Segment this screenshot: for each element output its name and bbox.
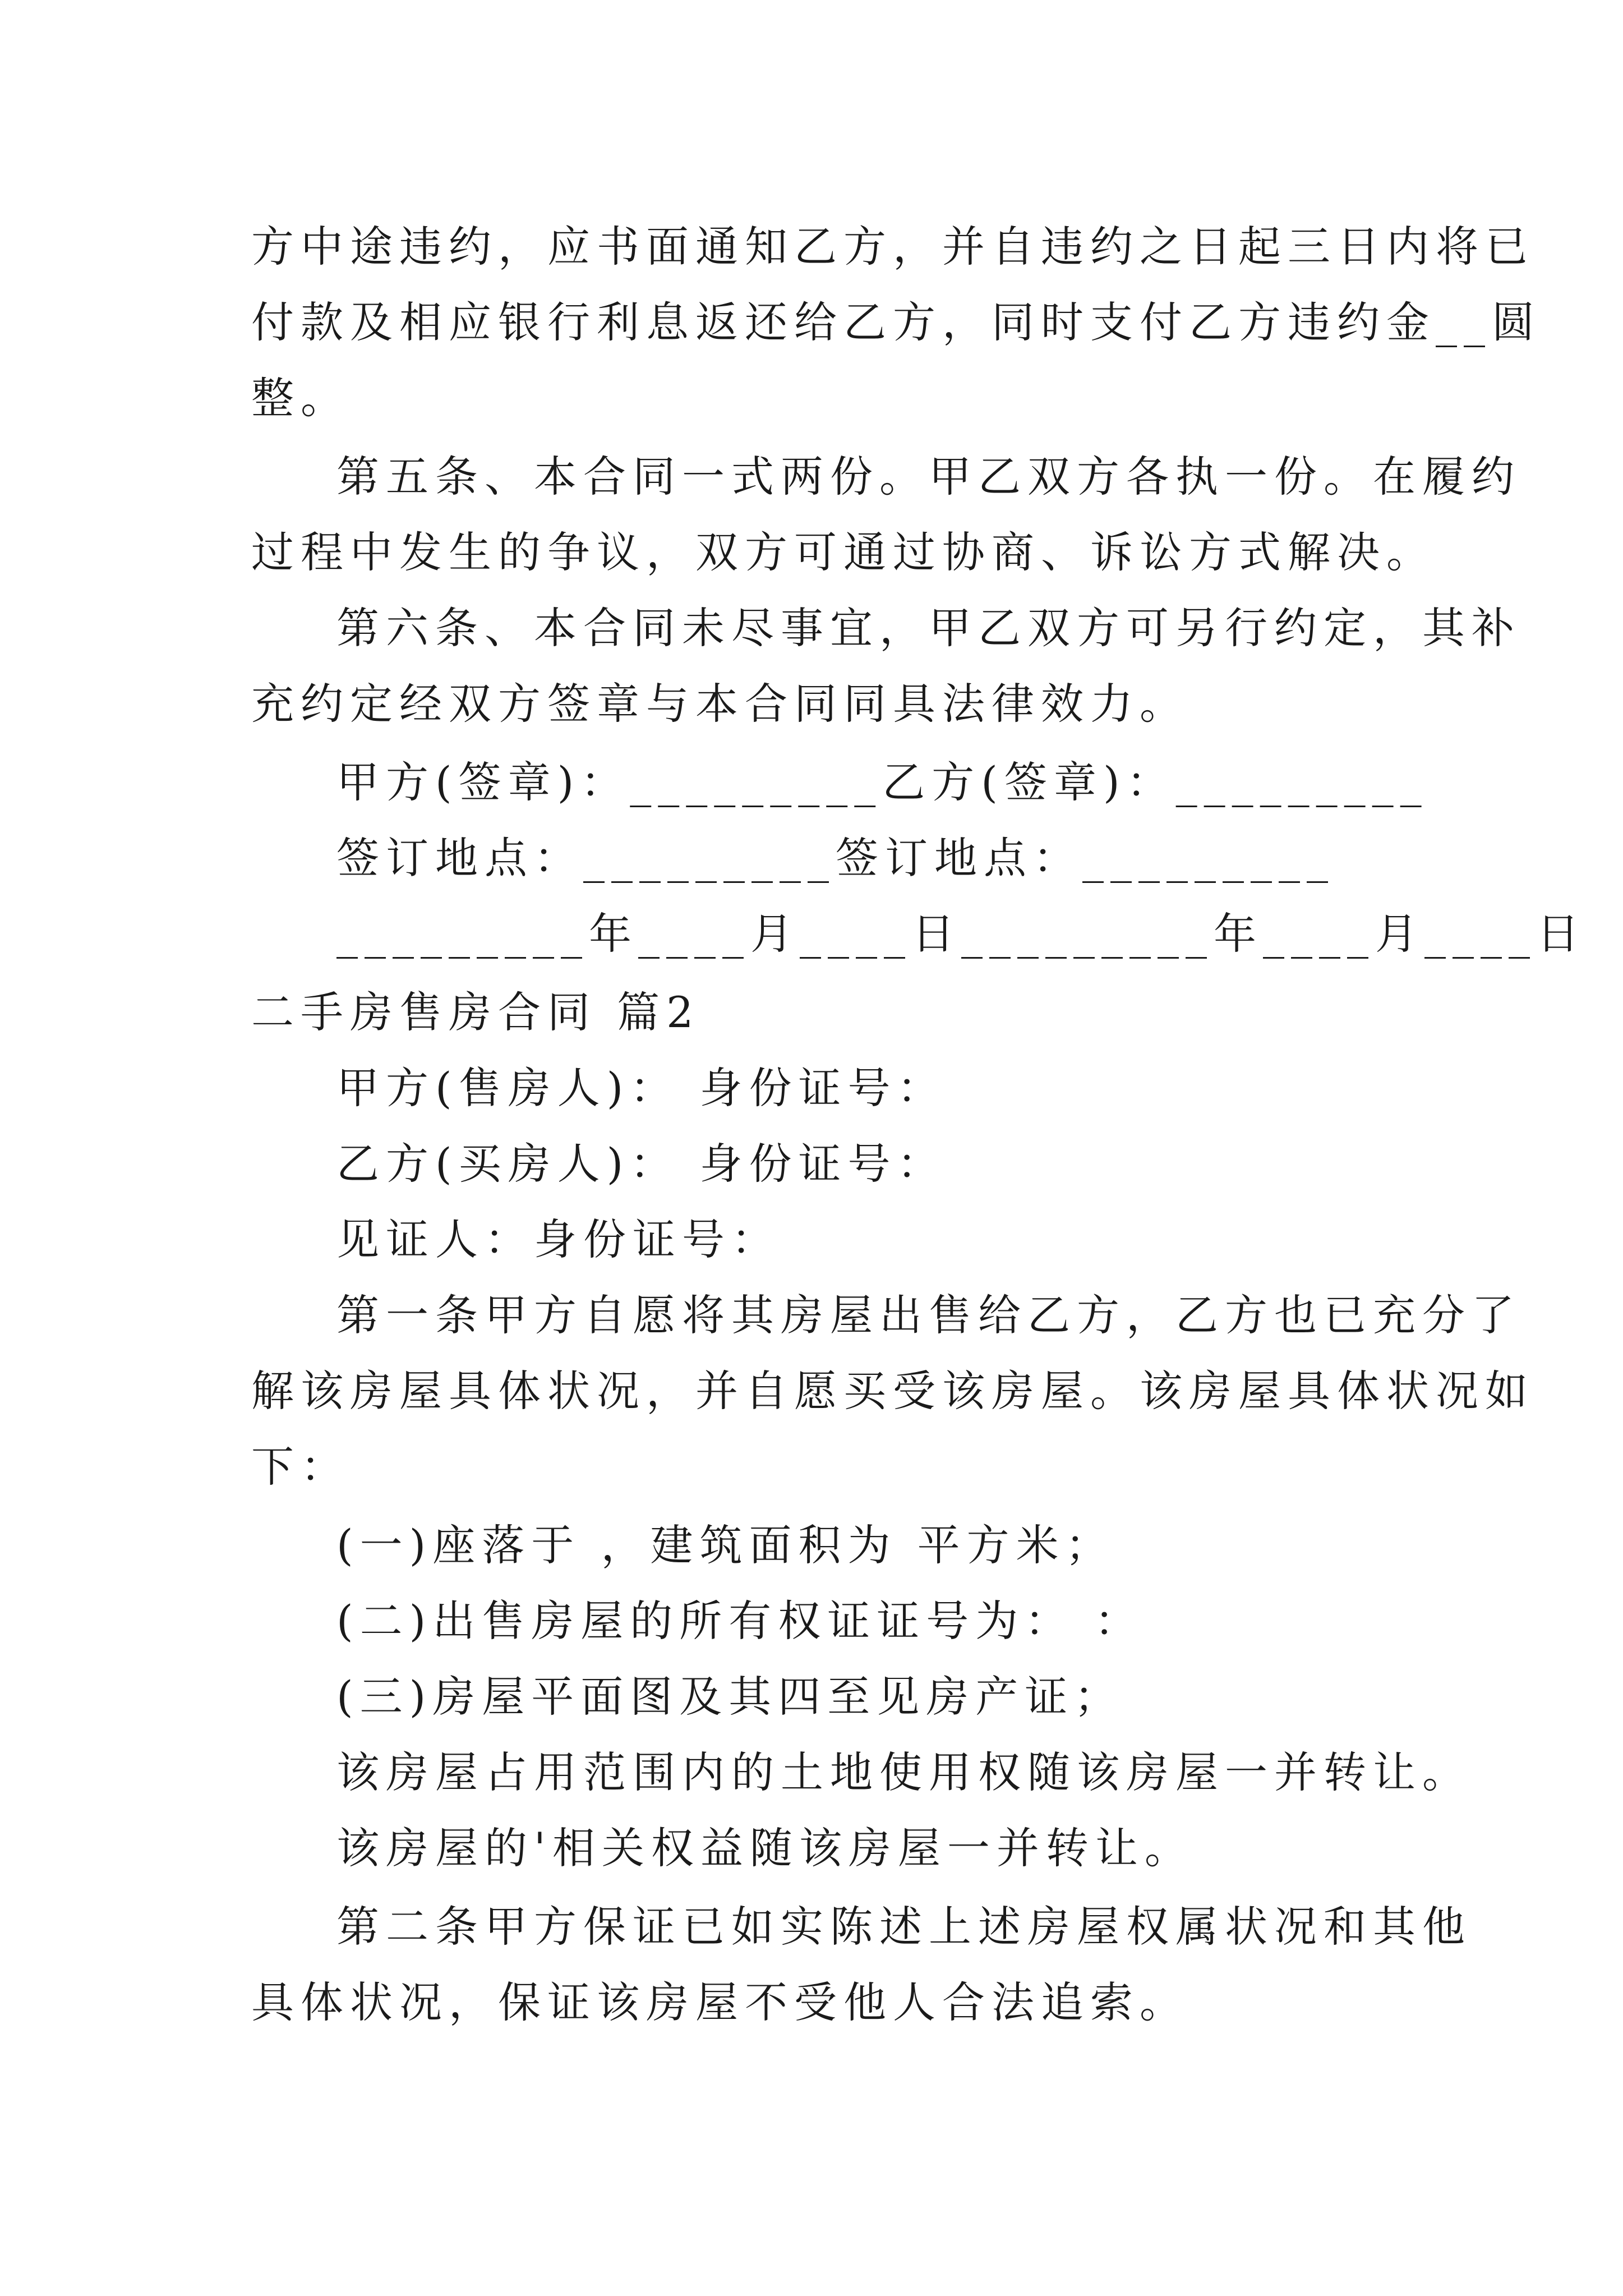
text-line: 第五条、本合同一式两份。甲乙双方各执一份。在履约 bbox=[336, 452, 1521, 501]
text-line: 该房屋的'相关权益随该房屋一并转让。 bbox=[336, 1823, 1194, 1873]
text-line: 过程中发生的争议，双方可通过协商、诉讼方式解决。 bbox=[251, 527, 1436, 577]
section-heading: 二手房售房合同 篇2 bbox=[251, 987, 700, 1037]
text-line: 解该房屋具体状况，并自愿买受该房屋。该房屋具体状况如 bbox=[251, 1366, 1534, 1416]
text-line: 第一条甲方自愿将其房屋出售给乙方，乙方也已充分了 bbox=[336, 1290, 1521, 1340]
witness-line: 见证人：身份证号： bbox=[336, 1214, 781, 1264]
text-line: 方中途违约，应书面通知乙方，并自违约之日起三日内将已 bbox=[251, 222, 1534, 272]
text-line: 整。 bbox=[251, 373, 350, 423]
text-line: 该房屋占用范围内的土地使用权随该房屋一并转让。 bbox=[336, 1747, 1472, 1797]
text-line: 付款及相应银行利息返还给乙方，同时支付乙方违约金__圆 bbox=[251, 297, 1541, 347]
text-line: 具体状况，保证该房屋不受他人合法追索。 bbox=[251, 1977, 1189, 2027]
list-item: (二)出售房屋的所有权证证号为： ： bbox=[336, 1596, 1144, 1646]
text-line: 下： bbox=[251, 1442, 350, 1492]
text-line: 充约定经双方签章与本合同同具法律效力。 bbox=[251, 679, 1189, 729]
party-a-line: 甲方(售房人)： 身份证号： bbox=[336, 1063, 947, 1113]
list-item: (三)房屋平面图及其四至见房产证； bbox=[336, 1672, 1124, 1722]
signing-place-line: 签订地点：_________签订地点：_________ bbox=[336, 833, 1335, 883]
list-item: (一)座落于 ，建筑面积为 平方米； bbox=[336, 1520, 1115, 1570]
party-b-line: 乙方(买房人)： 身份证号： bbox=[336, 1139, 947, 1189]
text-line: 第二条甲方保证已如实陈述上述房屋权属状况和其他 bbox=[336, 1902, 1472, 1952]
date-line: _________年____月____日_________年____月____日 bbox=[336, 909, 1586, 959]
text-line: 第六条、本合同未尽事宜，甲乙双方可另行约定，其补 bbox=[336, 603, 1521, 653]
signature-line: 甲方(签章)：_________乙方(签章)：_________ bbox=[336, 757, 1428, 807]
